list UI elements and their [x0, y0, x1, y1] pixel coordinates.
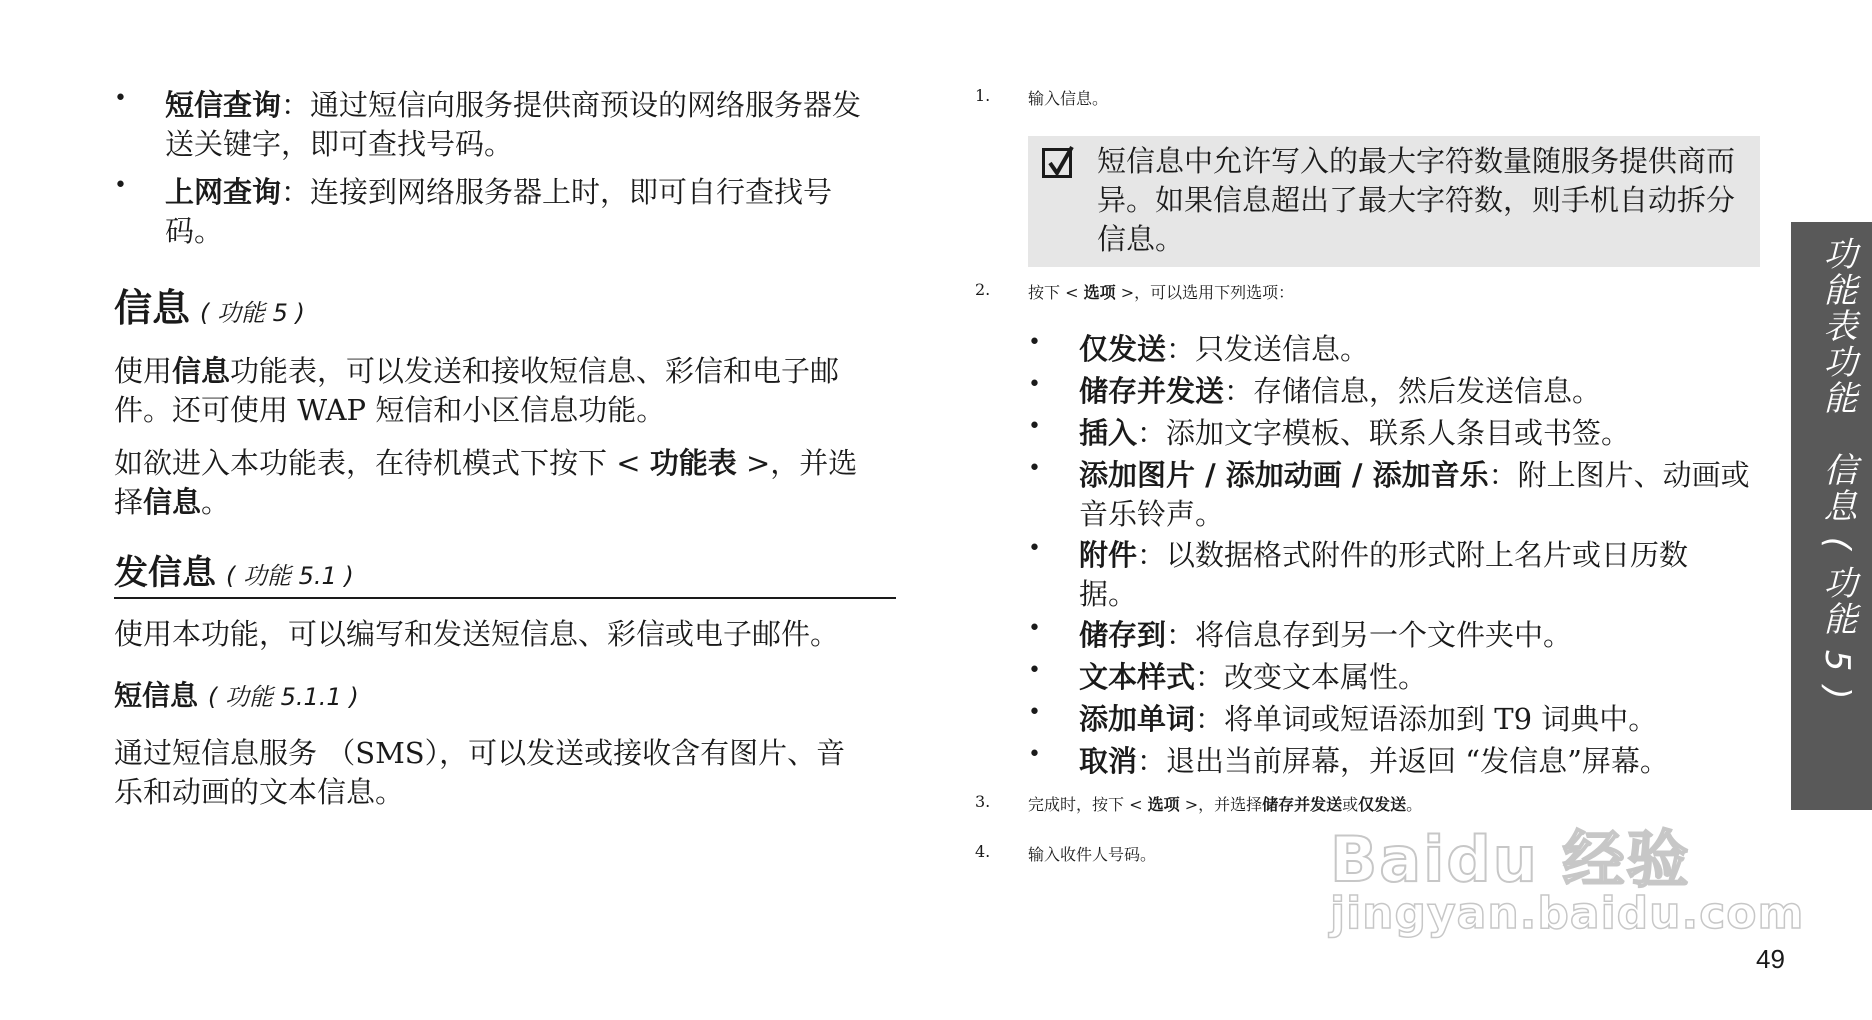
option-item: • 附件：以数据格式附件的形式附上名片或日历数 据。: [1028, 536, 1689, 611]
step-item: 4. 输入收件人号码。: [975, 842, 1157, 864]
option-item: • 添加图片 / 添加动画 / 添加音乐：附上图片、动画或 音乐铃声。: [1028, 456, 1750, 531]
paragraph: 使用本功能，可以编写和发送短信息、彩信或电子邮件。: [114, 617, 840, 651]
side-tab: [1791, 222, 1872, 810]
list-item: • 上网查询：连接到网络服务器上时，即可自行查找号 码。: [114, 173, 896, 251]
section-heading: 发信息 ( 功能 5.1 ): [114, 553, 354, 593]
section-heading: 信息 ( 功能 5 ): [114, 286, 305, 330]
bullet: •: [114, 86, 127, 111]
term: 上网查询: [165, 175, 282, 209]
function-number: ( 功能 5 ): [200, 299, 305, 327]
watermark-url: jingyan.baidu.com: [1330, 888, 1805, 939]
bullet: •: [114, 173, 127, 198]
baidu-watermark: [1320, 810, 1805, 940]
paragraph: 通过短信息服务 （SMS），可以发送或接收含有图片、音 乐和动画的文本信息。: [114, 736, 846, 809]
divider: [114, 597, 896, 599]
paragraph: 使用信息功能表，可以发送和接收短信息、彩信和电子邮 件。还可使用 WAP 短信和小区信息功能。: [114, 354, 840, 427]
page-number: 49: [1756, 944, 1785, 974]
function-number: ( 功能 5.1.1 ): [208, 683, 359, 711]
side-tab-label: 功能表功能 信息 ( 功能 5 ): [1817, 236, 1857, 702]
step-item: 3. 完成时，按下 < 选项 >，并选择储存并发送或仅发送。: [975, 792, 1423, 814]
option-item: • 取消：退出当前屏幕，并返回 “发信息”屏幕。: [1028, 742, 1669, 778]
option-item: • 储存并发送：存储信息，然后发送信息。: [1028, 372, 1602, 408]
checkbox-check-icon: [1042, 148, 1072, 178]
list-item: • 短信查询：通过短信向服务提供商预设的网络服务器发 送关键字，即可查找号码。: [114, 86, 896, 164]
option-item: • 插入：添加文字模板、联系人条目或书签。: [1028, 414, 1631, 450]
watermark-logo: Baidu 经验: [1330, 823, 1691, 896]
paragraph: 如欲进入本功能表，在待机模式下按下 < 功能表 >，并选 择信息。: [114, 446, 858, 519]
step-item: 2. 按下 < 选项 >，可以选用下列选项：: [975, 280, 1295, 302]
note-box: 短信息中允许写入的最大字符数量随服务提供商而 异。如果信息超出了最大字符数，则手机自动拆分 信息。: [1028, 136, 1760, 267]
option-item: • 文本样式：改变文本属性。: [1028, 658, 1428, 694]
function-number: ( 功能 5.1 ): [226, 562, 354, 590]
step-item: 1. 输入信息。: [975, 86, 1109, 108]
option-item: • 仅发送：只发送信息。: [1028, 330, 1370, 366]
term: 短信查询: [165, 88, 282, 122]
option-item: • 储存到：将信息存到另一个文件夹中。: [1028, 616, 1573, 652]
option-item: • 添加单词：将单词或短语添加到 T9 词典中。: [1028, 700, 1658, 736]
subsection-heading: 短信息 ( 功能 5.1.1 ): [114, 679, 359, 712]
